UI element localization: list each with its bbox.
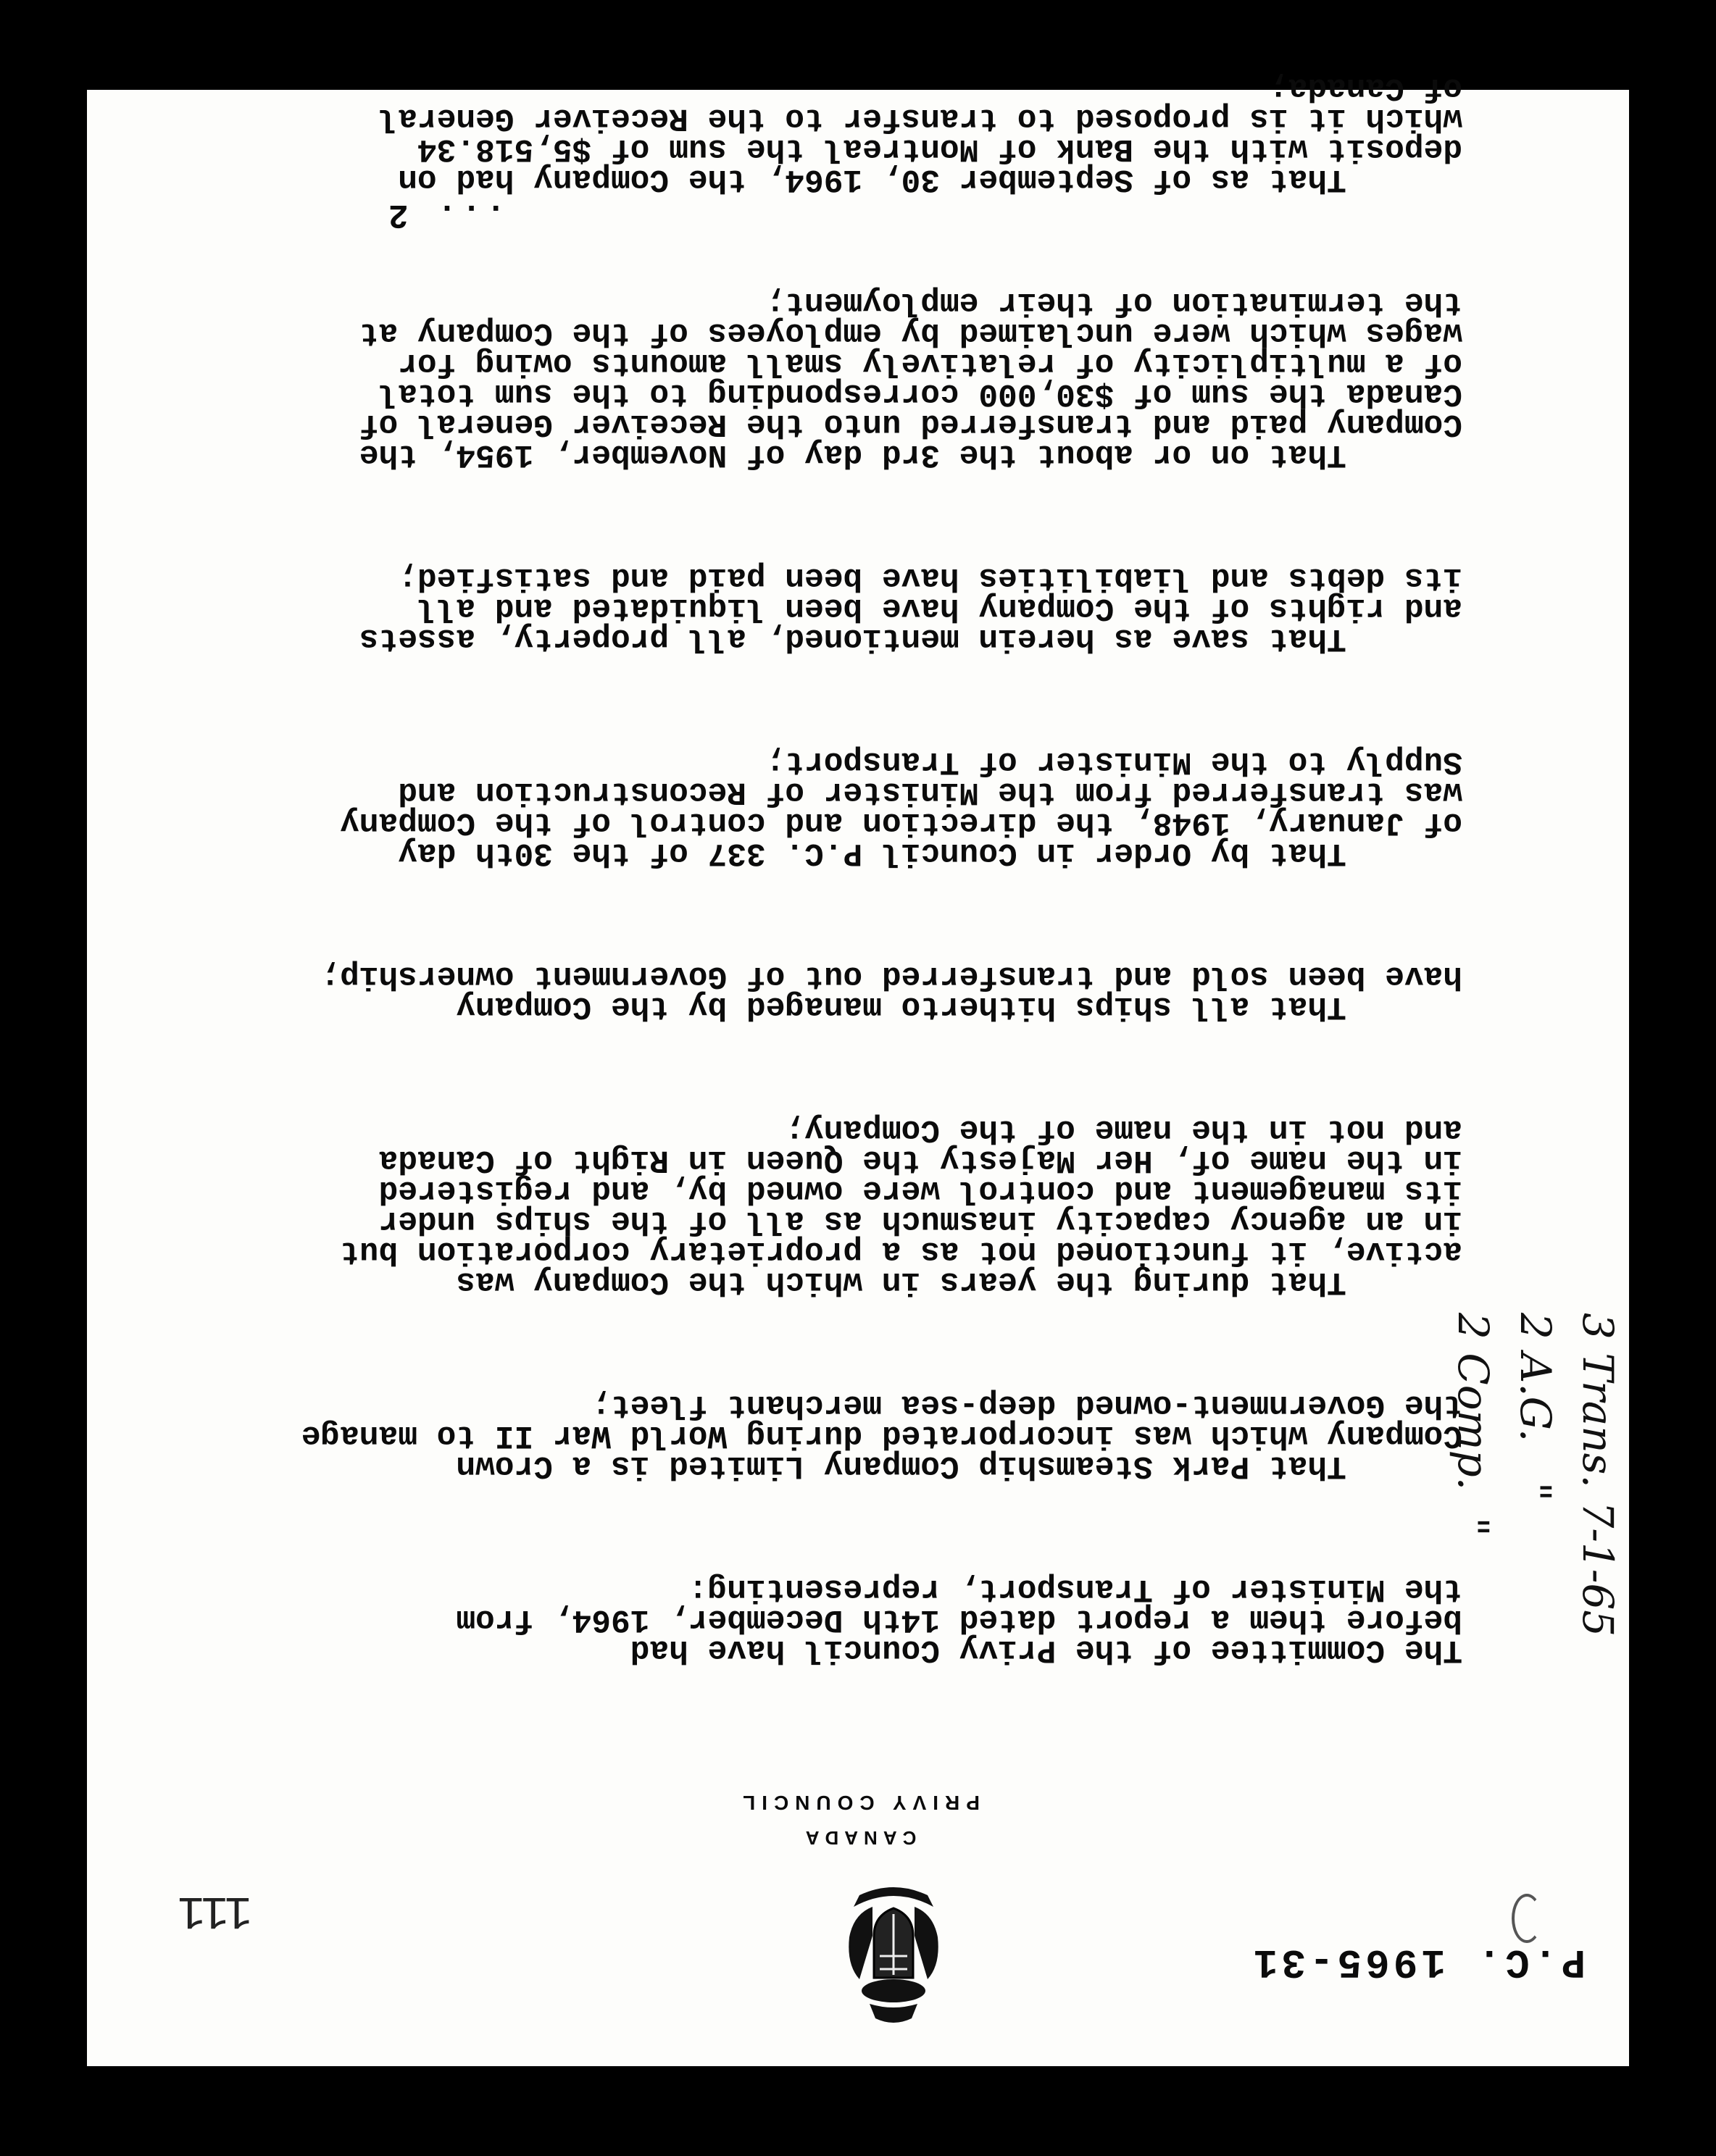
country-heading: CANADA xyxy=(799,1827,917,1849)
paragraph: The Committee of the Privy Council have had before them a report dated 14th December, 1964, from the Minister of Transport, representing: xyxy=(456,1571,1462,1668)
coat-of-arms-crest xyxy=(832,1878,955,2023)
document-sheet xyxy=(87,70,1629,2066)
paragraph: That as of September 30, 1964, the Company had on deposit with the Bank of Montreal the sum of $5,518.34 which it is proposed to transfer to the Receiver General of Canada; xyxy=(378,70,1462,197)
continuation-marker: ... 2 xyxy=(383,196,506,233)
order-number: P.C. 1965-31 xyxy=(1249,1939,1586,1985)
paragraph: That save as herein mentioned, all property, assets and rights of the Company have been liquidated and all its debts and liabilities have been paid and satisfied; xyxy=(359,559,1462,656)
page-tally-mark: 111 xyxy=(181,1884,252,1936)
paragraph: That during the years in which the Company was active, it functioned not as a proprietary corporation but in an agency capacity inasmuch as all of the ships under its management and control were owned by, and registered in the name of, Her Majesty the Queen in Right of Canada and not in the name of the Company; xyxy=(340,1111,1462,1300)
council-heading: PRIVY COUNCIL xyxy=(736,1792,980,1814)
paragraph: That all ships hitherto managed by the Company have been sold and transferred out of Government ownership; xyxy=(320,958,1462,1024)
paragraph: That Park Steamship Company Limited is a Crown Company which was incorporated during World War II to manage the Government-owned deep-sea merchant fleet; xyxy=(301,1387,1462,1484)
paragraph: That on or about the 3rd day of November, 1954, the Company paid and transferred unto the Receiver General of Canada the sum of $30,000 corresponding to the sum total of a multiplicity of relatively small amounts owing for wages which were unclaimed by employees of the Company at the termination of their employment; xyxy=(359,284,1462,472)
note-line: 3 Trans. 7-1-65 xyxy=(1573,1313,1623,1637)
document-body xyxy=(100,0,1462,1726)
note-line: 2 Comp. " xyxy=(1449,1313,1498,1537)
note-line: 2 A.G. " xyxy=(1511,1313,1560,1502)
paragraph: That by Order in Council P.C. 337 of the 30th day of January, 1948, the direction and control of the Company was transferred from the Minister of Reconstruction and Supply to the Minister of Transport; xyxy=(340,743,1462,871)
handwritten-distribution-note xyxy=(1442,1313,1629,1637)
filing-mark xyxy=(1512,1894,1542,1943)
